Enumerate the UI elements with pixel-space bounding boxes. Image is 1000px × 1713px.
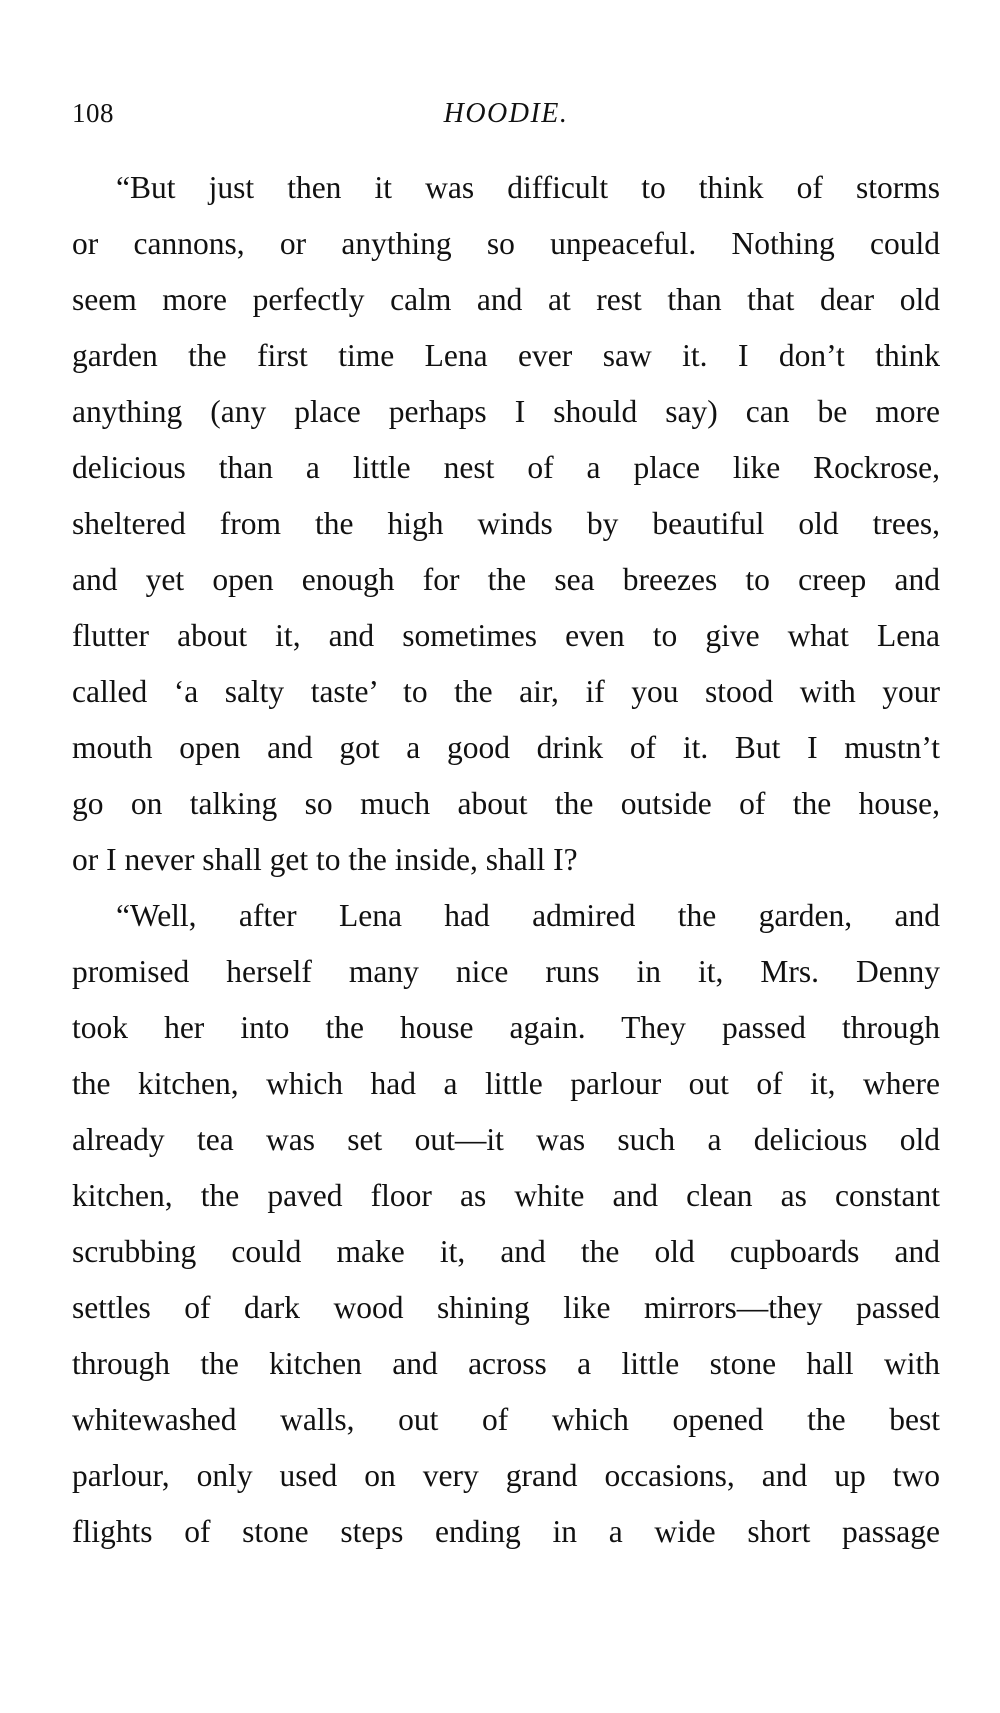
text-line: “But just then it was difficult to think of storms (116, 170, 940, 205)
text-line: or I never shall get to the inside, shall I? (72, 842, 578, 877)
text-line: garden the first time Lena ever saw it. I don’t think (72, 338, 940, 373)
text-line: already tea was set out—it was such a delicious old (72, 1122, 940, 1157)
text-line: flights of stone steps ending in a wide short passage (72, 1514, 940, 1549)
text-line: go on talking so much about the outside of the house, (72, 786, 940, 821)
text-line: or cannons, or anything so unpeaceful. Nothing could (72, 226, 940, 261)
text-line: called ‘a salty taste’ to the air, if you stood with your (72, 674, 940, 709)
running-title: HOODIE. (443, 98, 569, 129)
text-line: anything (any place perhaps I should say) can be more (72, 394, 940, 429)
text-line: whitewashed walls, out of which opened the best (72, 1402, 940, 1437)
text-line: parlour, only used on very grand occasions, and up two (72, 1458, 940, 1493)
text-line: delicious than a little nest of a place like Rockrose, (72, 450, 940, 485)
text-line: scrubbing could make it, and the old cupboards and (72, 1234, 940, 1269)
text-line: “Well, after Lena had admired the garden, and (116, 898, 940, 933)
page-header (72, 98, 940, 138)
text-line: mouth open and got a good drink of it. But I mustn’t (72, 730, 940, 765)
text-line: kitchen, the paved floor as white and clean as constant (72, 1178, 940, 1213)
body-text (72, 160, 940, 1560)
text-line: and yet open enough for the sea breezes to creep and (72, 562, 940, 597)
text-line: promised herself many nice runs in it, Mrs. Denny (72, 954, 940, 989)
text-line: the kitchen, which had a little parlour out of it, where (72, 1066, 940, 1101)
text-line: through the kitchen and across a little stone hall with (72, 1346, 940, 1381)
text-line: settles of dark wood shining like mirrors—they passed (72, 1290, 940, 1325)
text-line: sheltered from the high winds by beautiful old trees, (72, 506, 940, 541)
text-line: flutter about it, and sometimes even to give what Lena (72, 618, 940, 653)
text-line: seem more perfectly calm and at rest than that dear old (72, 282, 940, 317)
text-line: took her into the house again. They passed through (72, 1010, 940, 1045)
page-number: 108 (72, 98, 114, 128)
